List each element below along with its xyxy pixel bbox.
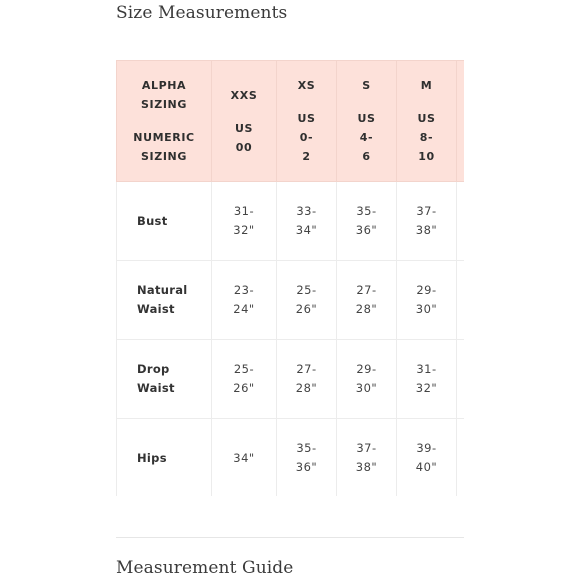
section-divider <box>116 537 464 538</box>
header-label-cell <box>117 61 212 182</box>
size-table-scroll-area[interactable] <box>116 60 464 496</box>
measurement-cell <box>457 261 465 340</box>
measurement-cell: 35- 36" <box>337 182 397 261</box>
table-header-row <box>117 61 465 182</box>
table-row-natural-waist <box>117 261 465 340</box>
measurement-cell: 29- 30" <box>337 340 397 419</box>
alpha-size: XS <box>297 79 316 92</box>
alpha-sizing-label: ALPHA SIZING <box>141 79 187 111</box>
size-measurements-table <box>116 60 464 496</box>
header-size-xs <box>277 61 337 182</box>
numeric-sizing-label: NUMERIC SIZING <box>133 131 195 163</box>
header-size-s <box>337 61 397 182</box>
numeric-size: US 00 <box>234 121 254 154</box>
measurement-cell: 23- 24" <box>212 261 277 340</box>
measurement-cell: 25- 26" <box>277 261 337 340</box>
measurement-cell <box>457 182 465 261</box>
measurement-cell <box>457 419 465 497</box>
measurement-cell: 27- 28" <box>337 261 397 340</box>
alpha-size: S <box>362 79 371 92</box>
row-label: Bust <box>117 182 212 261</box>
header-size-m <box>397 61 457 182</box>
measurement-cell: 27- 28" <box>277 340 337 419</box>
measurement-cell: 31- 32" <box>212 182 277 261</box>
numeric-size: US 0- 2 <box>297 112 316 163</box>
measurement-cell: 29- 30" <box>397 261 457 340</box>
measurement-cell: 31- 32" <box>397 340 457 419</box>
table-row-drop-waist <box>117 340 465 419</box>
measurement-guide-heading[interactable]: Measurement Guide <box>116 558 294 578</box>
numeric-size: US 8- 10 <box>417 112 436 163</box>
numeric-size: US 4- 6 <box>357 112 376 163</box>
header-size-next <box>457 61 465 182</box>
measurement-cell: 25- 26" <box>212 340 277 419</box>
table-row-hips <box>117 419 465 497</box>
measurement-cell: 35- 36" <box>277 419 337 497</box>
measurement-cell: 39- 40" <box>397 419 457 497</box>
measurement-cell <box>457 340 465 419</box>
measurement-cell: 37- 38" <box>397 182 457 261</box>
alpha-size: M <box>420 79 433 92</box>
row-label: Drop Waist <box>117 340 212 419</box>
row-label: Hips <box>117 419 212 497</box>
measurement-cell: 34" <box>212 419 277 497</box>
measurement-cell: 33- 34" <box>277 182 337 261</box>
alpha-size: XXS <box>230 88 258 102</box>
measurement-cell: 37- 38" <box>337 419 397 497</box>
table-row-bust <box>117 182 465 261</box>
row-label: Natural Waist <box>117 261 212 340</box>
header-size-xxs <box>212 61 277 182</box>
page-title: Size Measurements <box>116 3 288 23</box>
